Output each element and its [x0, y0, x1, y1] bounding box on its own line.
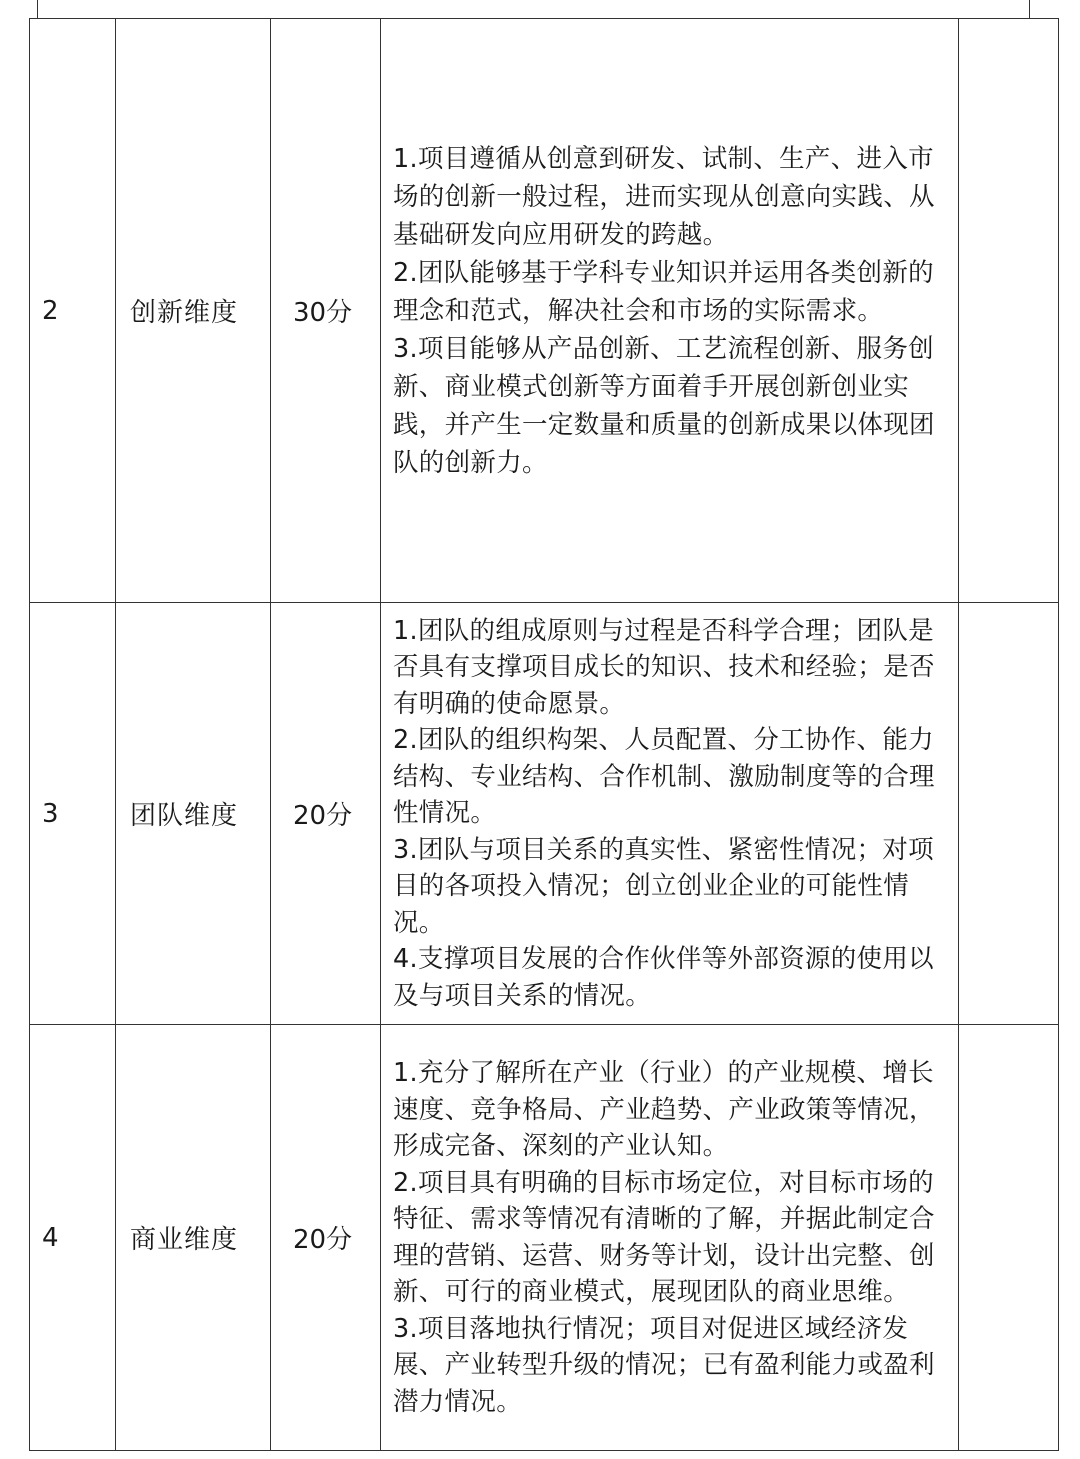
score-value: 30分	[271, 19, 381, 603]
scoring-table	[29, 18, 1059, 1451]
criteria-cell	[381, 19, 959, 603]
criteria-cell	[381, 1025, 959, 1451]
remark-cell	[959, 603, 1059, 1025]
table-border-stub	[1029, 0, 1030, 18]
criterion-item: 1.团队的组成原则与过程是否科学合理；团队是否具有支撑项目成长的知识、技术和经验；是否有明确的使命愿景。	[393, 615, 935, 719]
criterion-item: 3.项目落地执行情况；项目对促进区域经济发展、产业转型升级的情况；已有盈利能力或盈利潜力情况。	[393, 1313, 935, 1417]
remark-cell	[959, 19, 1059, 603]
table-row	[30, 19, 1059, 603]
criterion-item: 3.项目能够从产品创新、工艺流程创新、服务创新、商业模式创新等方面着手开展创新创业实践，并产生一定数量和质量的创新成果以体现团队的创新力。	[393, 333, 935, 478]
criteria-cell	[381, 603, 959, 1025]
score-value: 20分	[271, 603, 381, 1025]
criterion-item: 3.团队与项目关系的真实性、紧密性情况；对项目的各项投入情况；创立创业企业的可能性情况。	[393, 834, 934, 938]
row-number: 2	[30, 19, 116, 603]
dimension-name: 团队维度	[116, 603, 271, 1025]
criterion-item: 2.项目具有明确的目标市场定位，对目标市场的特征、需求等情况有清晰的了解，并据此制定合理的营销、运营、财务等计划，设计出完整、创新、可行的商业模式，展现团队的商业思维。	[393, 1167, 935, 1307]
table-border-stub	[37, 0, 38, 18]
table-row	[30, 1025, 1059, 1451]
criterion-item: 4.支撑项目发展的合作伙伴等外部资源的使用以及与项目关系的情况。	[393, 944, 934, 1011]
row-number: 4	[30, 1025, 116, 1451]
remark-cell	[959, 1025, 1059, 1451]
criterion-item: 2.团队能够基于学科专业知识并运用各类创新的理念和范式，解决社会和市场的实际需求。	[393, 257, 934, 326]
dimension-name: 商业维度	[116, 1025, 271, 1451]
table-row	[30, 603, 1059, 1025]
criterion-item: 1.项目遵循从创意到研发、试制、生产、进入市场的创新一般过程，进而实现从创意向实践、从基础研发向应用研发的跨越。	[393, 143, 935, 250]
criterion-item: 1.充分了解所在产业（行业）的产业规模、增长速度、竞争格局、产业趋势、产业政策等情况，形成完备、深刻的产业认知。	[393, 1058, 935, 1161]
score-value: 20分	[271, 1025, 381, 1451]
dimension-name: 创新维度	[116, 19, 271, 603]
criterion-item: 2.团队的组织构架、人员配置、分工协作、能力结构、专业结构、合作机制、激励制度等的合理性情况。	[393, 725, 935, 829]
row-number: 3	[30, 603, 116, 1025]
